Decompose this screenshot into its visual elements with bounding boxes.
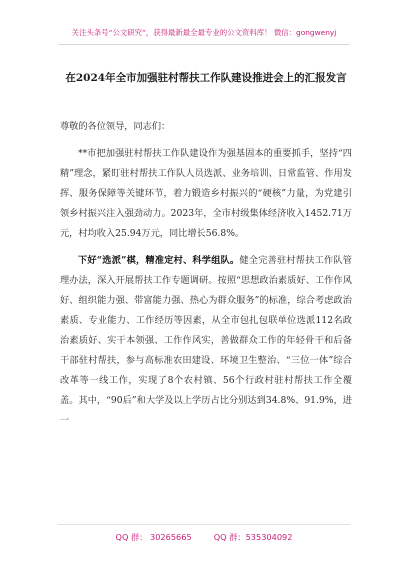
paragraph-2	[60, 251, 352, 431]
header-divider	[58, 44, 350, 45]
paragraph-2-text: 健全完善驻村帮扶工作队管理办法，深入开展帮扶工作专题调研。按照“思想政治素质好、工作作风好、组织能力强、带富能力强、热心为群众服务”的标准，综合考虑政治素质、专业能力、工作经历等因素，从全市包扎包联单位选派112名政治素质好、实干本领强、工作作风实，善做群众工作的年轻骨干和后备干部驻村帮扶，参与高标准农田建设、环境卫生整治、“三位一体”综合改革等一线工作，实现了8个农村镇、56个行政村驻村帮扶工作全覆盖。其中，“90后”和大学及以上学历占比分别达到34.8%、91.9%，进一	[60, 255, 352, 426]
footer-divider	[58, 524, 350, 525]
paragraph-1	[60, 144, 352, 244]
footer-qq-group-1: QQ 群： 30265665	[115, 532, 192, 542]
footer-contacts	[0, 532, 408, 543]
paragraph-2-lead: 下好“选派”棋，精准定村、科学组队。	[78, 255, 240, 266]
document-body	[60, 117, 352, 438]
header-banner: 关注头条号“公文研究”，获得最新最全最专业的公文资料库！ 微信：gongwenyj	[71, 28, 337, 37]
greeting-line: 尊敬的各位领导，同志们：	[60, 121, 171, 132]
footer-qq-group-2: QQ 群：535304092	[213, 532, 293, 542]
paragraph-1-text: **市把加强驻村帮扶工作队建设作为强基固本的重要抓手，坚持“四精”理念，紧盯驻村帮扶工作队人员选派、业务培训、日常监管、作用发挥、服务保障等关键环节，着力锻造乡村振兴的“硬核”力量，为党建引领乡村振兴注入强劲动力。2023年，全市村级集体经济收入1452.71万元，村均收入25.94万元，同比增长56.8%。	[60, 148, 352, 239]
document-title: 在2024年全市加强驻村帮扶工作队建设推进会上的汇报发言	[65, 72, 347, 84]
